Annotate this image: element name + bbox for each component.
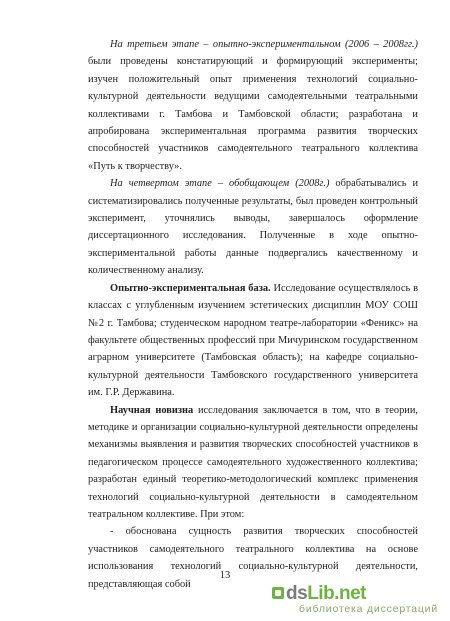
- justified-essence-text: - обоснована сущность развития творческих способностей участников самодеятельного театрального коллектива на основе использования технологий социально-культурной деятельности, представляющая собой: [88, 526, 418, 590]
- stage-four-heading: На четвертом этапе – обобщающем (2008г.): [110, 178, 330, 190]
- dslib-logo-icon: [272, 587, 284, 599]
- paragraph-stage-three: [88, 36, 418, 175]
- dslib-logo: dsLib.net: [286, 583, 366, 604]
- stage-four-text: обрабатывались и систематизировались полученные результаты, был проведен контрольный эксперимент, уточнялись выводы, завершалось оформление диссертационного исследования. Полученные в ходе опытно-экспериментальной работы данные подвергались качественному и количественному анализу.: [88, 178, 419, 277]
- paragraph-experimental-base: [88, 280, 418, 402]
- dslib-watermark: [272, 583, 438, 617]
- dslib-subtitle: библиотека диссертаций: [299, 603, 438, 615]
- stage-three-text: были проведены констатирующий и формирующий эксперименты; изучен положительный опыт применения технологий социально-культурной деятельности ведущими самодеятельными театральными коллективами г. Тамбова и Тамбовской области; разработана и апробирована экспериментальная программа развития творческих способностей участников самодеятельного театрального коллектива «Путь к творчеству».: [88, 56, 418, 172]
- scientific-novelty-heading: Научная новизна: [110, 404, 194, 416]
- paragraph-scientific-novelty: [88, 402, 418, 524]
- scientific-novelty-text: исследования заключается в том, что в теории, методике и организации социально-культурной деятельности определены механизмы выявления и развития творческих способностей участников в педагогическом процессе самодеятельного художественного коллектива; разработан единый теоретико-методологический комплекс применения технологий социально-культурной деятельности в самодеятельном театральном коллективе. При этом:: [88, 404, 418, 520]
- document-page: [88, 36, 418, 593]
- paragraph-stage-four: [88, 175, 418, 279]
- page-number: 13: [219, 570, 231, 581]
- experimental-base-text: Исследование осуществлялось в классах с углубленным изучением эстетических дисциплин МОУ СОШ №2 г. Тамбова; студенческом народном театре-лаборатории «Феникс» на факультете общественных профессий при Мичуринском государственном аграрном университете (Тамбовская область); на кафедре социально-культурной деятельности Тамбовского государственного университета им. Г.Р. Державина.: [88, 282, 419, 399]
- stage-three-heading: На третьем этапе – опытно-экспериментальном (2006 – 2008гг.): [110, 39, 418, 50]
- experimental-base-heading: Опытно-экспериментальная база.: [110, 282, 271, 294]
